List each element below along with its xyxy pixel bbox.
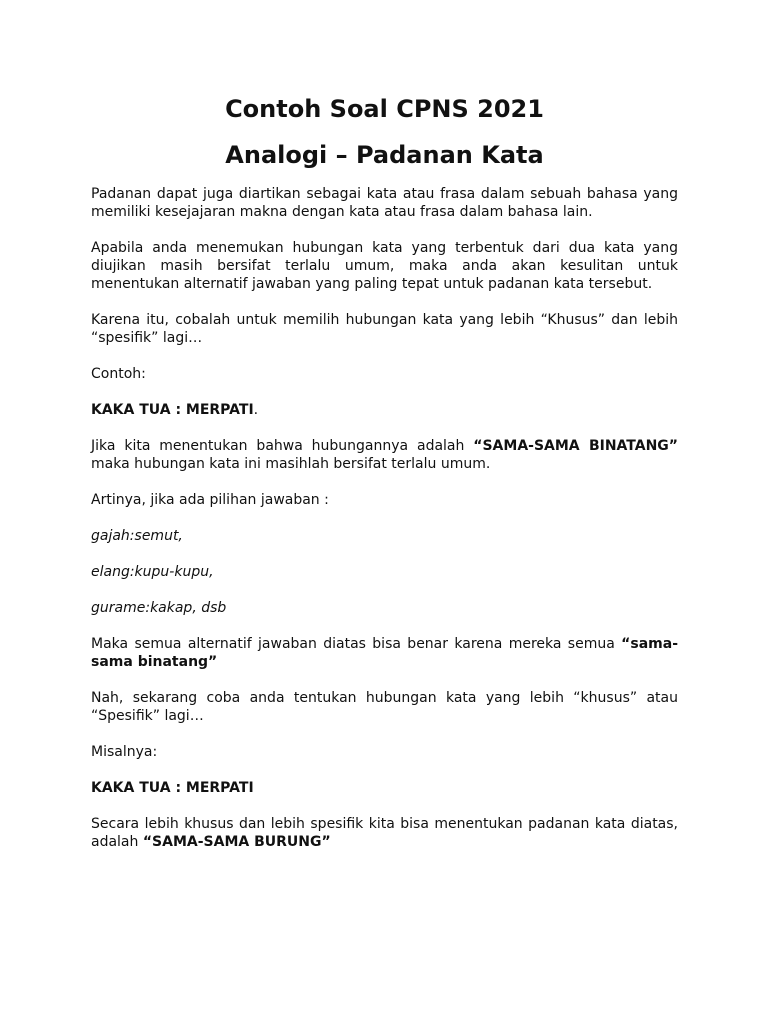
paragraph-general-relation: Apabila anda menemukan hubungan kata yang terbentuk dari dua kata yang diujikan masih bersifat terlalu umum, maka anda akan kesulitan untuk menentukan alternatif jawaban yang paling tepat untuk padanan kata tersebut. — [91, 240, 678, 292]
paragraph-general-answer-bold: “SAMA-SAMA BINATANG” — [473, 438, 678, 454]
option-2 — [91, 563, 678, 581]
paragraph-specific-advice: Karena itu, cobalah untuk memilih hubungan kata yang lebih “Khusus” dan lebih “spesifik” lagi… — [91, 312, 678, 346]
paragraph-definition: Padanan dapat juga diartikan sebagai kata atau frasa dalam sebuah bahasa yang memiliki kesejajaran makna dengan kata atau frasa dalam bahasa lain. — [91, 186, 678, 220]
example-1 — [91, 401, 678, 419]
paragraph-general-answer-end: maka hubungan kata ini masihlah bersifat terlalu umum. — [91, 456, 491, 472]
paragraph-specific-answer-start: Secara lebih khusus dan lebih spesifik kita bisa menentukan padanan kata diatas, adalah — [91, 816, 678, 850]
document-title: Contoh Soal CPNS 2021 — [225, 95, 544, 123]
paragraph-specific-answer-bold: “SAMA-SAMA BURUNG” — [142, 834, 331, 850]
paragraph-more-specific: Nah, sekarang coba anda tentukan hubungan kata yang lebih “khusus” atau “Spesifik” lagi… — [91, 690, 678, 724]
example-2 — [91, 779, 678, 797]
example-1-period: . — [253, 402, 259, 418]
misalnya-label: Misalnya: — [91, 744, 158, 760]
paragraph-general-answer — [91, 437, 678, 473]
paragraph-general-answer-start: Jika kita menentukan bahwa hubungannya adalah — [91, 438, 474, 454]
paragraph-specific-answer — [91, 815, 678, 851]
option-3-text: gurame:kakap, dsb — [91, 600, 227, 616]
document-subtitle: Analogi – Padanan Kata — [225, 141, 544, 169]
paragraph-all-correct-bold: “sama-sama binatang” — [91, 636, 678, 670]
paragraph-all-correct-start: Maka semua alternatif jawaban diatas bisa benar karena mereka semua — [91, 636, 622, 652]
paragraph-options-intro: Artinya, jika ada pilihan jawaban : — [91, 492, 329, 508]
option-3 — [91, 599, 678, 617]
example-1-pair: KAKA TUA : MERPATI — [91, 402, 254, 418]
example-2-pair: KAKA TUA : MERPATI — [91, 780, 254, 796]
paragraph-all-correct — [91, 635, 678, 671]
option-2-text: elang:kupu-kupu, — [91, 564, 214, 580]
document-page — [91, 93, 678, 869]
option-1-text: gajah:semut, — [91, 528, 183, 544]
example-label: Contoh: — [91, 366, 146, 382]
option-1 — [91, 527, 678, 545]
